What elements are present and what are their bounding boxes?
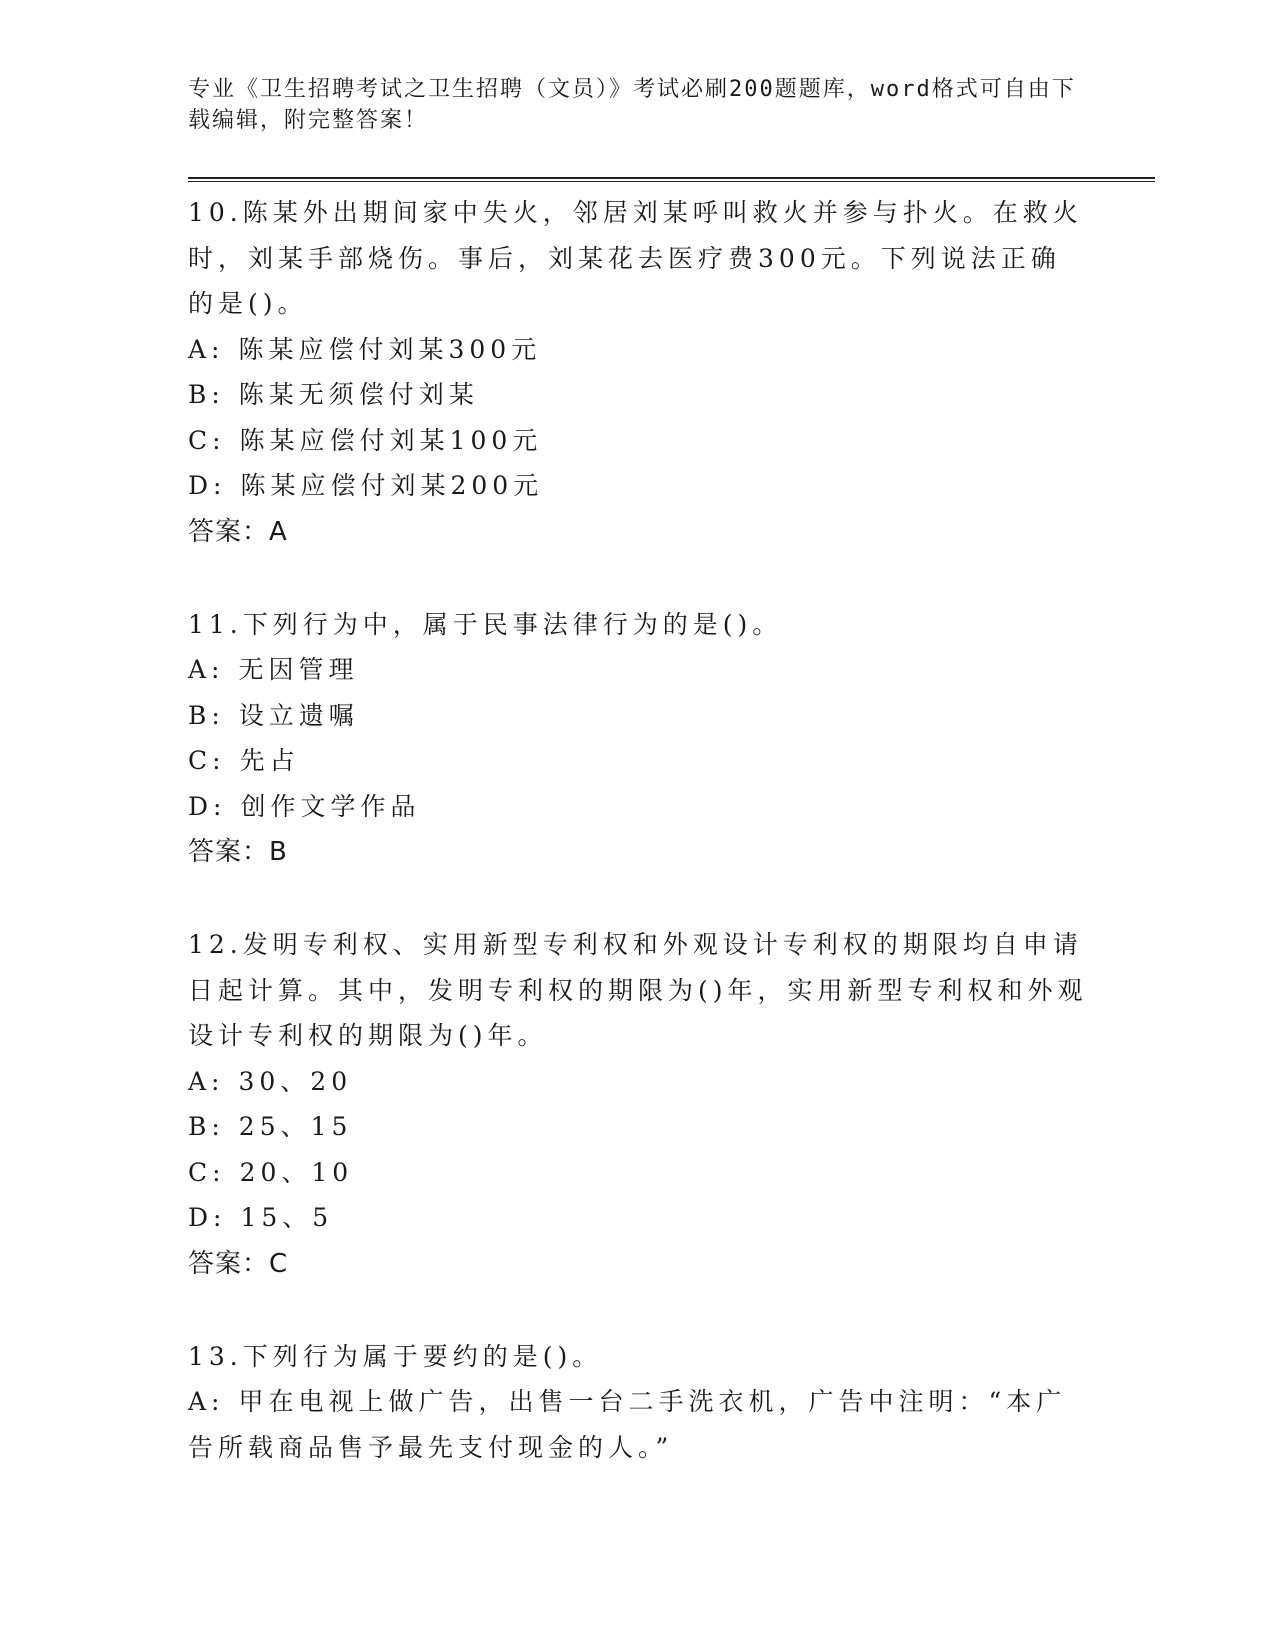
option-text: 20、10 <box>239 1157 354 1187</box>
option-text: 陈某无须偿付刘某 <box>238 380 479 409</box>
option-label: B: <box>188 1112 225 1141</box>
option-b <box>188 1104 1088 1150</box>
question-12 <box>188 922 1088 1287</box>
option-text: 创作文学作品 <box>240 791 421 821</box>
option-d <box>188 1195 1088 1241</box>
option-label: D: <box>188 1203 227 1232</box>
answer-line: 答案：B <box>188 837 288 867</box>
option-text: 15、5 <box>240 1203 334 1232</box>
question-13 <box>188 1334 1088 1471</box>
option-label: C: <box>188 425 226 455</box>
option-text: 25、15 <box>238 1112 353 1141</box>
option-c <box>188 1150 1088 1196</box>
question-stem: 10.陈某外出期间家中失火，邻居刘某呼叫救火并参与扑火。在救火时，刘某手部烧伤。事后，刘某花去医疗费300元。下列说法正确的是()。 <box>188 198 1083 318</box>
option-text: 30、20 <box>238 1066 353 1096</box>
option-text: 无因管理 <box>238 655 359 684</box>
option-b <box>188 693 1088 739</box>
option-d <box>188 463 1088 509</box>
option-label: C: <box>188 1157 226 1187</box>
document-header: 专业《卫生招聘考试之卫生招聘（文员）》考试必刷200题题库，word格式可自由下载编辑，附完整答案！ <box>188 77 1076 133</box>
option-label: A: <box>188 334 225 364</box>
question-10 <box>188 190 1088 555</box>
option-text: 甲在电视上做广告，出售一台二手洗衣机，广告中注明：“本广告所载商品售予最先支付现金的人。” <box>188 1387 1067 1462</box>
option-text: 陈某应偿付刘某200元 <box>240 471 544 500</box>
option-label: B: <box>188 380 225 409</box>
question-stem: 11.下列行为中，属于民事法律行为的是()。 <box>188 609 783 639</box>
question-11 <box>188 602 1088 876</box>
option-d <box>188 784 1088 830</box>
option-label: A: <box>188 1066 225 1096</box>
option-text: 设立遗嘱 <box>238 700 359 730</box>
option-label: B: <box>188 700 225 730</box>
option-c <box>188 418 1088 464</box>
option-a <box>188 327 1088 373</box>
option-b <box>188 372 1088 418</box>
option-a <box>188 647 1088 693</box>
question-stem: 13.下列行为属于要约的是()。 <box>188 1341 603 1371</box>
option-text: 陈某应偿付刘某100元 <box>239 425 543 455</box>
option-text: 陈某应偿付刘某300元 <box>238 334 542 364</box>
question-list <box>188 190 1088 1517</box>
option-label: D: <box>188 791 227 821</box>
header-divider <box>188 177 1155 182</box>
option-c <box>188 738 1088 784</box>
answer-line: 答案：C <box>188 1248 289 1279</box>
option-a <box>188 1379 1088 1470</box>
option-text: 先占 <box>239 746 300 775</box>
option-a <box>188 1059 1088 1105</box>
answer-line: 答案：A <box>188 516 288 547</box>
question-stem: 12.发明专利权、实用新型专利权和外观设计专利权的期限均自申请日起计算。其中，发明专利权的期限为()年，实用新型专利权和外观设计专利权的期限为()年。 <box>188 930 1088 1050</box>
option-label: C: <box>188 746 226 775</box>
option-label: A: <box>188 655 225 684</box>
option-label: D: <box>188 471 227 500</box>
option-label: A: <box>188 1387 225 1416</box>
